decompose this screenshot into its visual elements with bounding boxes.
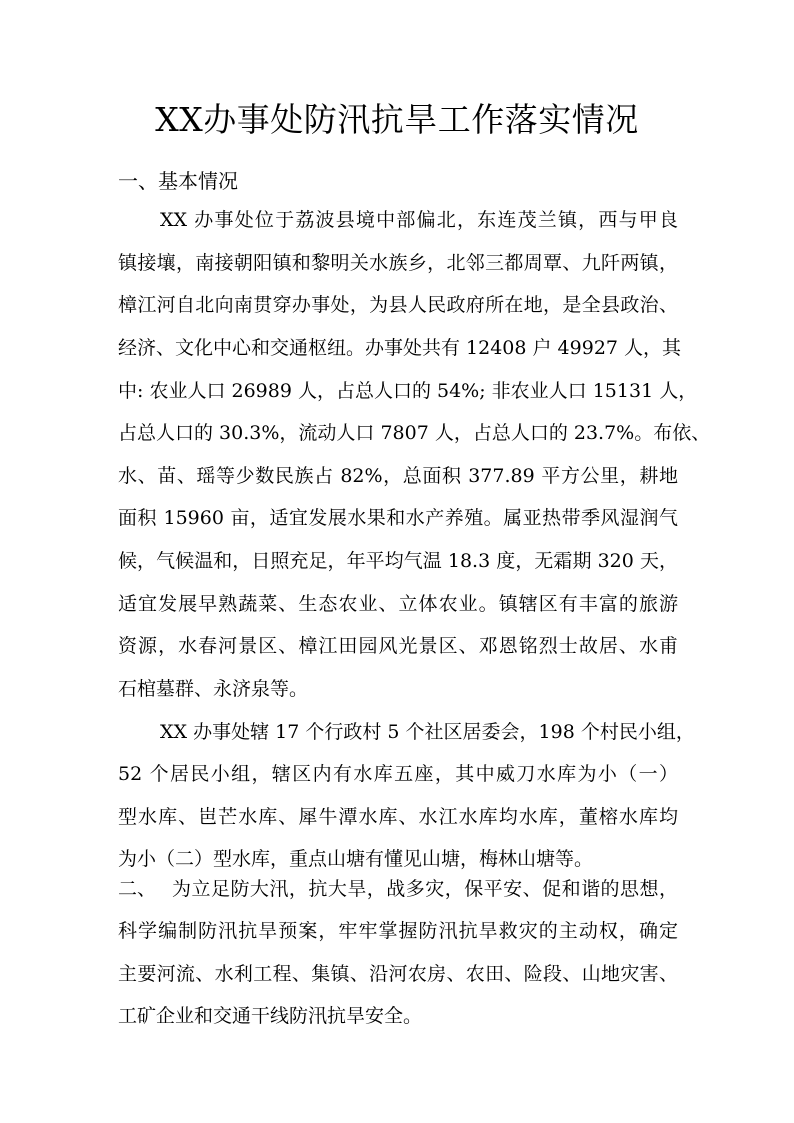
paragraph-line: 主要河流、水利工程、集镇、沿河农房、农田、险段、山地灾害、 [118, 963, 678, 985]
paragraph-line: 面积 15960 亩，适宜发展水果和水产养殖。属亚热带季风湿润气 [118, 507, 678, 529]
paragraph-line: XX 办事处位于荔波县境中部偏北，东连茂兰镇，西与甲良 [160, 209, 678, 231]
paragraph-line: 樟江河自北向南贯穿办事处，为县人民政府所在地，是全县政治、 [118, 294, 678, 316]
paragraph-line: 镇接壤，南接朝阳镇和黎明关水族乡，北邻三都周覃、九阡两镇， [118, 252, 678, 274]
paragraph-line: 科学编制防汛抗旱预案，牢牢掌握防汛抗旱救灾的主动权，确定 [118, 920, 678, 942]
paragraph-line: 资源，水春河景区、樟江田园风光景区、邓恩铭烈士故居、水甫 [118, 635, 678, 657]
paragraph-line: 中: 农业人口 26989 人，占总人口的 54%; 非农业人口 15131 人， [118, 380, 698, 402]
paragraph-line: 52 个居民小组，辖区内有水库五座，其中威刀水库为小（一） [118, 763, 678, 785]
section-heading-basic-info: 一、基本情况 [118, 169, 238, 193]
paragraph-line: 占总人口的 30.3%，流动人口 7807 人，占总人口的 23.7%。布依、 [118, 422, 711, 444]
paragraph-line: 石棺墓群、永济泉等。 [118, 678, 309, 700]
paragraph-line: 型水库、岜芒水库、犀牛潭水库、水江水库均水库，董榕水库均 [118, 806, 678, 828]
paragraph-line: XX 办事处辖 17 个行政村 5 个社区居委会，198 个村民小组， [160, 721, 695, 743]
paragraph-line: 为立足防大汛，抗大旱，战多灾，保平安、促和谐的思想， [172, 878, 678, 900]
paragraph-line: 候，气候温和，日照充足，年平均气温 18.3 度，无霜期 320 天， [118, 550, 678, 572]
page-title: XX办事处防汛抗旱工作落实情况 [155, 100, 639, 139]
paragraph-line: 工矿企业和交通干线防汛抗旱安全。 [118, 1005, 423, 1027]
section-number: 二、 [118, 878, 157, 900]
paragraph-line: 为小（二）型水库，重点山塘有懂见山塘，梅林山塘等。 [118, 848, 594, 870]
paragraph-line: 水、苗、瑶等少数民族占 82%，总面积 377.89 平方公里，耕地 [118, 465, 678, 487]
paragraph-line: 适宜发展早熟蔬菜、生态农业、立体农业。镇辖区有丰富的旅游 [118, 593, 678, 615]
paragraph-line: 经济、文化中心和交通枢纽。办事处共有 12408 户 49927 人，其 [118, 337, 682, 359]
